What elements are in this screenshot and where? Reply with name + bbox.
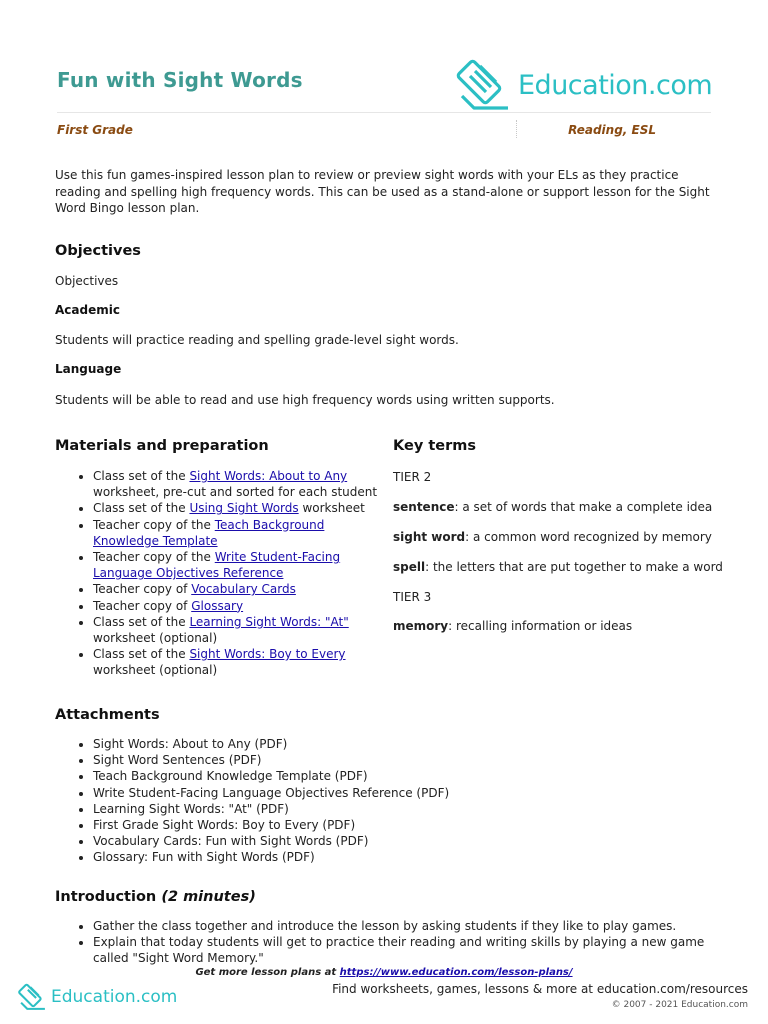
introduction-time: (2 minutes) <box>161 889 256 905</box>
tier2-label: TIER 2 <box>393 470 432 484</box>
education-logo-icon <box>456 56 514 114</box>
footer-logo-text: Education.com <box>51 987 178 1007</box>
header-dotted-divider <box>516 120 517 138</box>
key-term-row <box>393 618 632 634</box>
material-link[interactable]: Write Student-Facing Language Objectives Reference <box>93 550 341 581</box>
footer-more-text: Get more lesson plans at <box>195 967 340 978</box>
materials-heading: Materials and preparation <box>55 438 269 454</box>
material-link[interactable]: Sight Words: About to Any <box>189 469 348 483</box>
material-link[interactable]: Learning Sight Words: "At" <box>189 614 349 629</box>
key-terms-heading: Key terms <box>393 438 476 454</box>
list-item <box>93 598 393 614</box>
attachment-item[interactable]: • Write Student-Facing Language Objectives Reference (PDF) <box>93 785 693 801</box>
key-term: sentence <box>393 500 455 514</box>
list-item <box>93 500 393 516</box>
key-term-definition: : a set of words that make a complete idea <box>454 500 713 514</box>
footer-tagline: Find worksheets, games, lessons & more at education.com/resources <box>332 982 748 996</box>
key-term-row <box>393 499 712 515</box>
material-link[interactable]: Glossary <box>191 598 244 613</box>
attachment-item[interactable]: • Glossary: Fun with Sight Words (PDF) <box>93 849 693 865</box>
item-text: Teacher copy of <box>93 598 192 613</box>
language-objective: Students will be able to read and use high frequency words using written supports. <box>55 393 555 407</box>
item-text: Class set of the <box>93 647 190 662</box>
grade-label: First Grade <box>57 123 133 137</box>
footer-more-plans <box>0 967 768 978</box>
key-term-row <box>393 529 712 545</box>
item-text: worksheet (optional) <box>93 631 218 646</box>
logo-text: Education.com <box>518 69 713 101</box>
list-item <box>93 581 393 597</box>
intro-paragraph: Use this fun games-inspired lesson plan to review or preview sight words with your ELs as they practice reading and spelling high frequency words. This can be used as a stand-alone or support lesson for the Sight Word Bingo lesson plan. <box>55 168 710 215</box>
list-item <box>93 517 393 549</box>
list-item <box>93 646 393 678</box>
subject-label: Reading, ESL <box>568 123 656 137</box>
item-text: Class set of the <box>93 501 190 516</box>
key-term: memory <box>393 619 449 633</box>
attachments-list <box>55 736 693 866</box>
footer-copyright: © 2007 - 2021 Education.com <box>611 1000 748 1010</box>
attachment-item[interactable]: • Sight Word Sentences (PDF) <box>93 752 693 768</box>
item-text: worksheet, pre-cut and sorted for each student <box>93 485 378 500</box>
materials-list <box>55 468 393 679</box>
list-item: • Gather the class together and introduce the lesson by asking students if they like to play games. <box>93 918 733 934</box>
material-link[interactable]: Teach Background Knowledge Template <box>93 517 325 548</box>
header-divider <box>57 112 711 113</box>
key-term-row <box>393 559 723 575</box>
attachment-item[interactable]: • Sight Words: About to Any (PDF) <box>93 736 693 752</box>
key-term-definition: : a common word recognized by memory <box>465 530 712 544</box>
page-title: Fun with Sight Words <box>57 68 303 92</box>
introduction-title: Introduction <box>55 889 157 905</box>
education-logo[interactable] <box>456 56 712 114</box>
list-item: • Explain that today students will get to practice their reading and writing skills by playing a new game called "Sight Word Memory." <box>93 934 733 966</box>
tier3-label: TIER 3 <box>393 590 432 604</box>
objectives-subheading: Objectives <box>55 274 119 288</box>
item-text: Teacher copy of the <box>93 550 215 565</box>
list-item <box>93 614 393 646</box>
material-link[interactable]: Sight Words: Boy to Every <box>189 647 346 662</box>
key-term-definition: : the letters that are put together to make a word <box>425 560 723 574</box>
material-link[interactable]: Using Sight Words <box>189 501 299 516</box>
objectives-heading: Objectives <box>55 243 141 259</box>
key-term-definition: : recalling information or ideas <box>448 619 633 633</box>
list-item <box>93 549 393 581</box>
attachments-heading: Attachments <box>55 707 160 723</box>
item-text: worksheet <box>298 501 365 516</box>
footer-logo[interactable] <box>18 982 177 1012</box>
attachment-item[interactable]: • Learning Sight Words: "At" (PDF) <box>93 801 693 817</box>
language-heading: Language <box>55 362 122 376</box>
attachment-item[interactable]: • Teach Background Knowledge Template (PDF) <box>93 768 693 784</box>
attachment-item[interactable]: • Vocabulary Cards: Fun with Sight Words (PDF) <box>93 833 693 849</box>
key-term: sight word <box>393 530 466 544</box>
introduction-heading <box>55 889 256 905</box>
education-logo-icon <box>18 982 48 1012</box>
item-text: Teacher copy of <box>93 582 192 597</box>
item-text: worksheet (optional) <box>93 663 218 678</box>
introduction-list <box>55 918 733 967</box>
lesson-plans-link[interactable]: https://www.education.com/lesson-plans/ <box>339 967 573 978</box>
material-link[interactable]: Vocabulary Cards <box>191 582 296 597</box>
academic-heading: Academic <box>55 303 120 317</box>
item-text: Class set of the <box>93 469 190 483</box>
key-term: spell <box>393 560 426 574</box>
list-item <box>93 468 393 500</box>
item-text: Teacher copy of the <box>93 517 215 532</box>
item-text: Class set of the <box>93 614 190 629</box>
attachment-item[interactable]: • First Grade Sight Words: Boy to Every (PDF) <box>93 817 693 833</box>
academic-objective: Students will practice reading and spelling grade-level sight words. <box>55 333 459 347</box>
